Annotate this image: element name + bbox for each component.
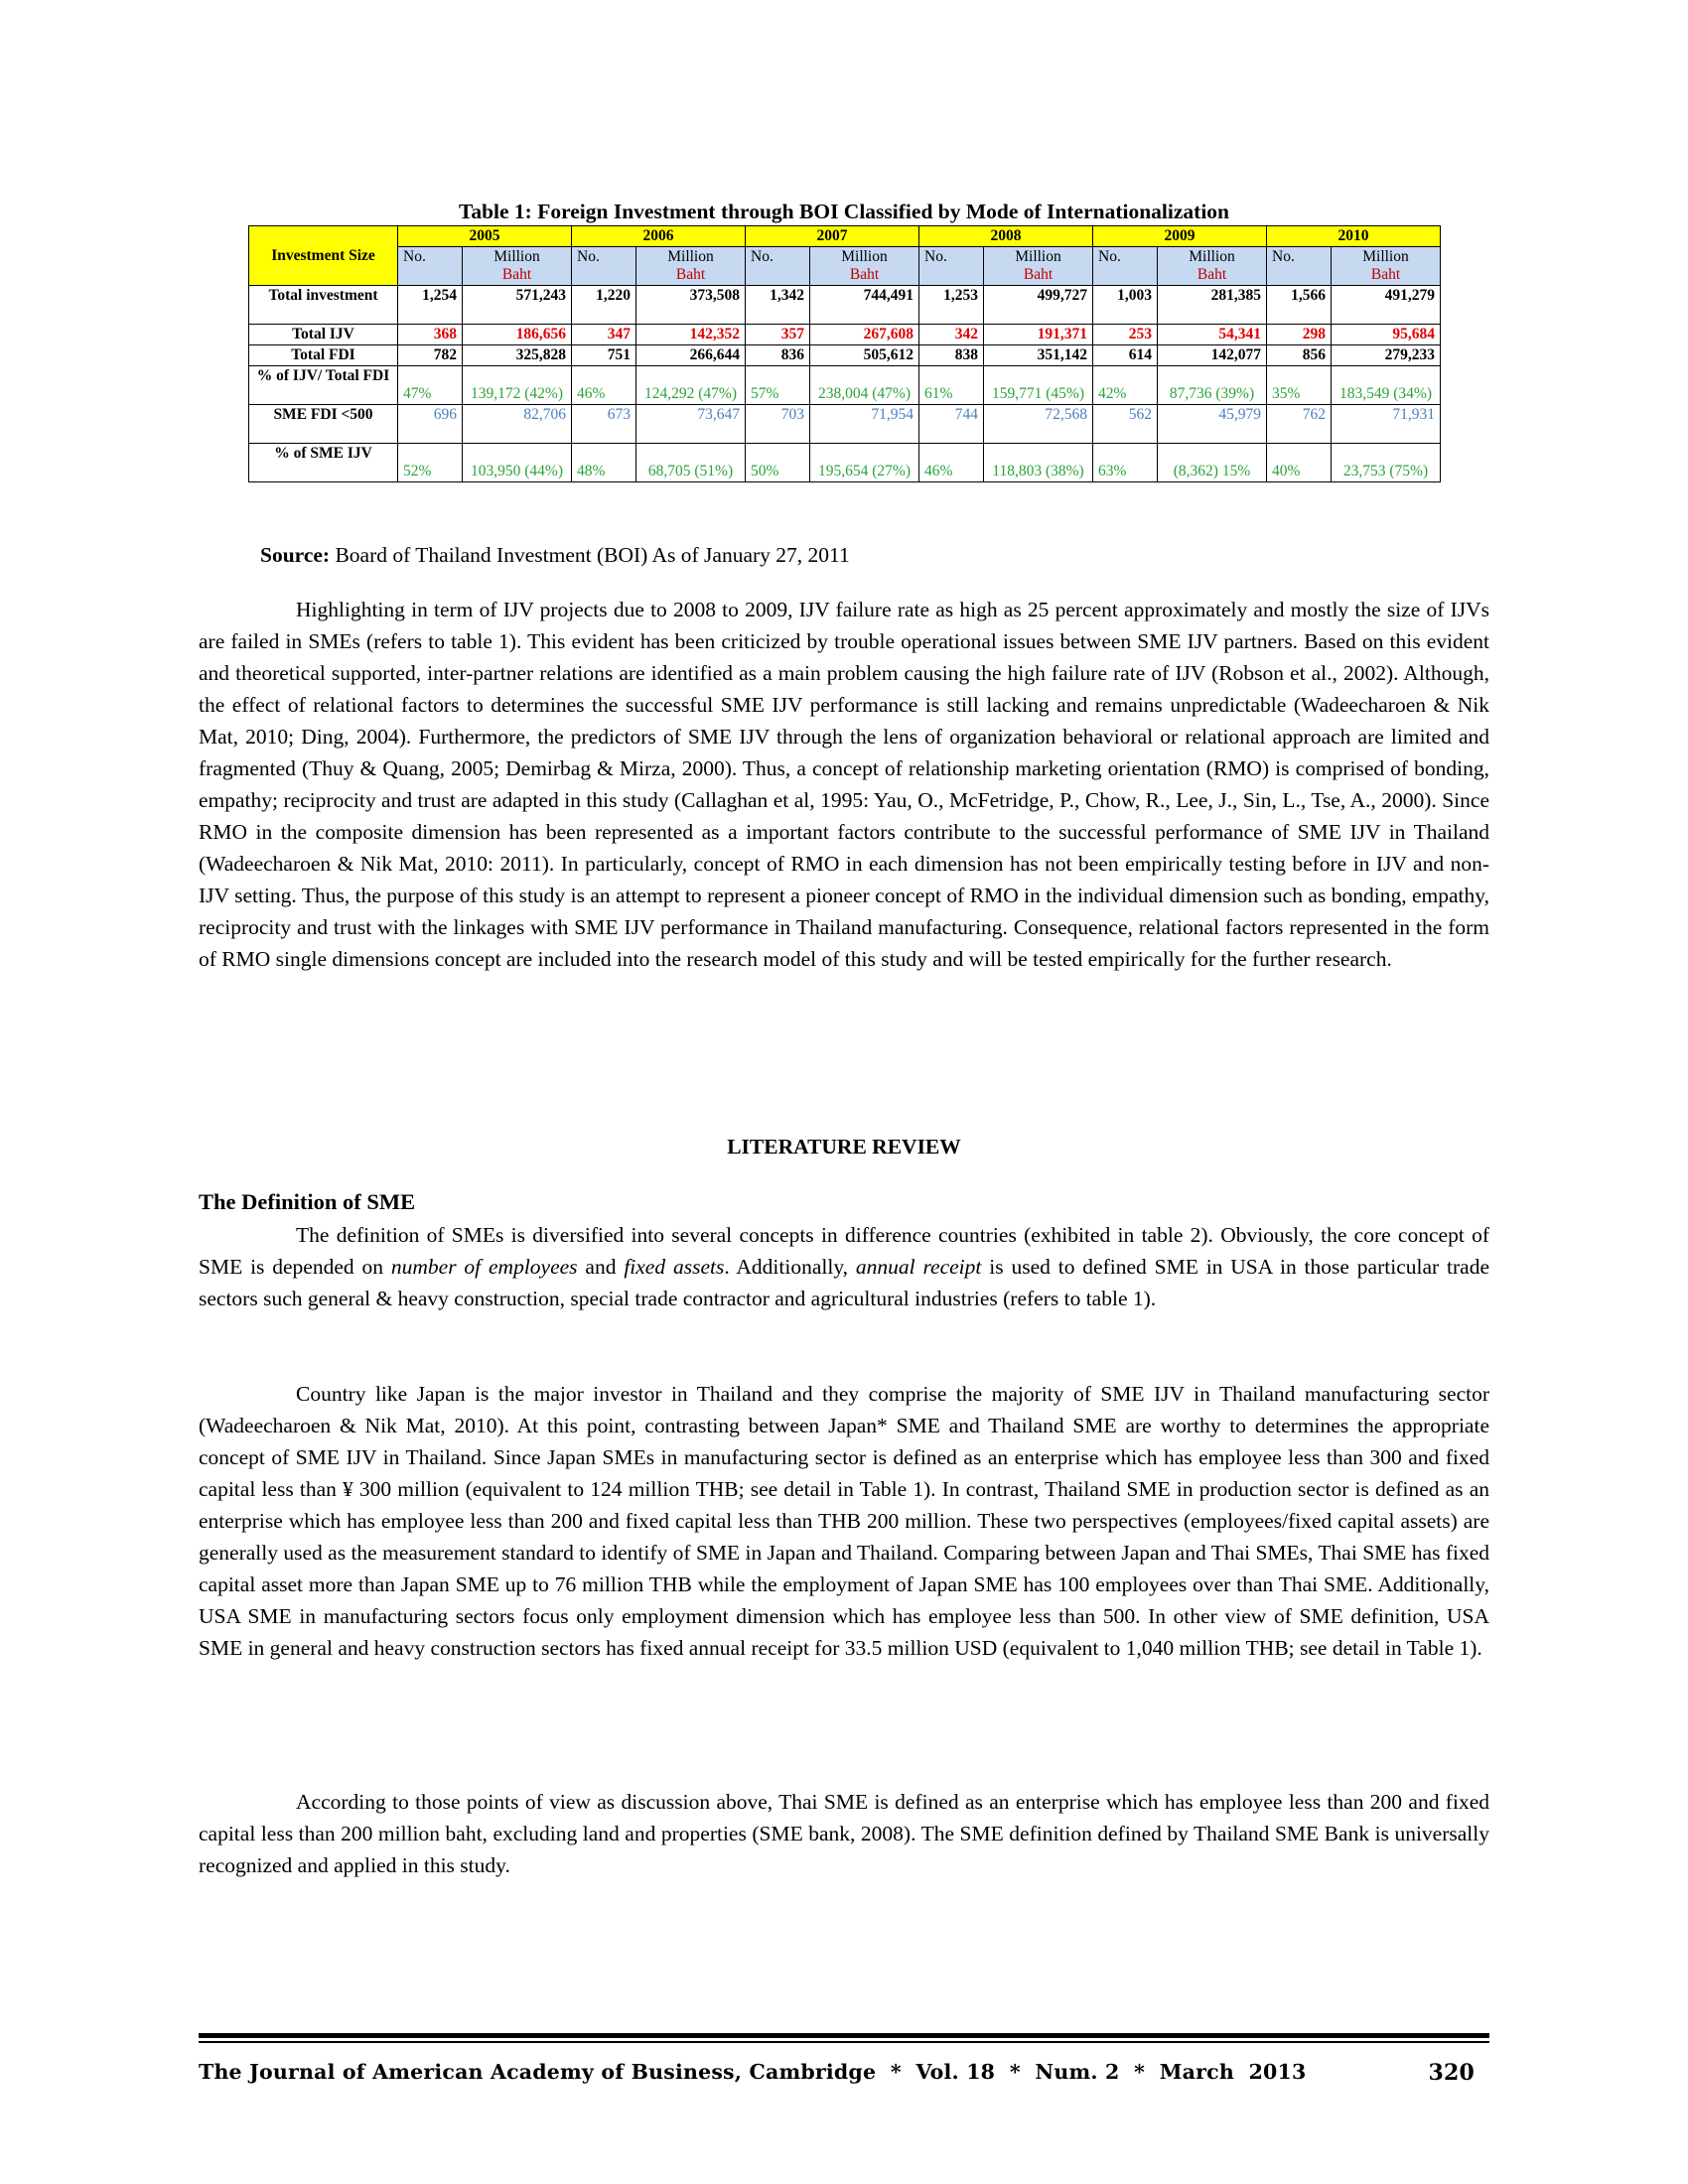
table-cell: 1,254 xyxy=(398,286,463,325)
row-label: Total FDI xyxy=(249,345,398,366)
header-investment-size: Investment Size xyxy=(249,226,398,286)
table-cell: 614 xyxy=(1093,345,1158,366)
table-cell: 267,608 xyxy=(810,325,919,345)
table-header-years xyxy=(249,226,1441,247)
table-cell: 40% xyxy=(1267,444,1332,482)
page-number: 320 xyxy=(1428,2060,1475,2086)
table-cell: 48% xyxy=(572,444,636,482)
table-cell: 95,684 xyxy=(1332,325,1441,345)
table-cell: 50% xyxy=(746,444,810,482)
table-cell: 762 xyxy=(1267,405,1332,444)
table-cell: 281,385 xyxy=(1158,286,1267,325)
table-cell: 266,644 xyxy=(636,345,746,366)
header-million: Million xyxy=(1362,248,1409,265)
table-cell: 744,491 xyxy=(810,286,919,325)
header-year: 2010 xyxy=(1267,226,1441,247)
emphasis-text: number of employees xyxy=(390,1255,578,1279)
row-label: Total investment xyxy=(249,286,398,325)
table-cell: 47% xyxy=(398,366,463,405)
header-baht: Baht xyxy=(1023,266,1054,283)
table-cell: 347 xyxy=(572,325,636,345)
paragraph-sme-definition xyxy=(199,1219,1489,1314)
header-no: No. xyxy=(1093,247,1158,286)
table-cell: 71,931 xyxy=(1332,405,1441,444)
text-run: and xyxy=(577,1255,625,1279)
table-row-total-ijv xyxy=(249,325,1441,345)
header-year: 2005 xyxy=(398,226,572,247)
header-million-baht xyxy=(1332,247,1441,286)
header-year: 2009 xyxy=(1093,226,1267,247)
header-million-baht xyxy=(810,247,919,286)
header-no: No. xyxy=(398,247,463,286)
table-cell: 103,950 (44%) xyxy=(463,444,572,482)
table-cell: 673 xyxy=(572,405,636,444)
table-cell: 373,508 xyxy=(636,286,746,325)
header-million: Million xyxy=(1189,248,1235,265)
journal-citation: The Journal of American Academy of Business, Cambridge * Vol. 18 * Num. 2 * March 2013 xyxy=(199,2060,1307,2084)
table-cell: 279,233 xyxy=(1332,345,1441,366)
header-baht: Baht xyxy=(675,266,706,283)
header-no: No. xyxy=(919,247,984,286)
table-cell: 61% xyxy=(919,366,984,405)
table-cell: 46% xyxy=(572,366,636,405)
table-cell: 63% xyxy=(1093,444,1158,482)
footer-rule xyxy=(199,2033,1489,2038)
text-run: . Additionally, xyxy=(724,1255,856,1279)
table-cell: 351,142 xyxy=(984,345,1093,366)
table-cell: 505,612 xyxy=(810,345,919,366)
table-cell: 1,220 xyxy=(572,286,636,325)
table-cell: 357 xyxy=(746,325,810,345)
table-cell: 183,549 (34%) xyxy=(1332,366,1441,405)
source-text: Board of Thailand Investment (BOI) As of January 27, 2011 xyxy=(335,543,850,567)
header-baht: Baht xyxy=(1370,266,1401,283)
header-million: Million xyxy=(841,248,888,265)
header-million: Million xyxy=(1015,248,1061,265)
running-footer xyxy=(199,2060,1489,2084)
table-cell: 87,736 (39%) xyxy=(1158,366,1267,405)
paragraph-thai-sme-definition: According to those points of view as discussion above, Thai SME is defined as an enterprise which has employee less than 200 and fixed capital less than 200 million baht, excluding land and properties (SME bank, 2008). The SME definition defined by Thailand SME Bank is universally recognized and applied in this study. xyxy=(199,1790,1489,1877)
table-cell: 1,253 xyxy=(919,286,984,325)
table-cell: 191,371 xyxy=(984,325,1093,345)
table-row-ijv-share xyxy=(249,366,1441,405)
paragraph-ijv-highlight: Highlighting in term of IJV projects due to 2008 to 2009, IJV failure rate as high as 25 percent approximately and mostly the size of IJVs are failed in SMEs (refers to table 1). This evident has been criticized by trouble operational issues between SME IJV partners. Based on this evident and theoretical supported, inter-partner relations are identified as a main problem causing the high failure rate of IJV (Robson et al., 2002). Although, the effect of relational factors to determines the successful SME IJV performance is still lacking and remains unpredictable (Wadeecharoen & Nik Mat, 2010; Ding, 2004). Furthermore, the predictors of SME IJV through the lens of organization behavioral or relational approach are limited and fragmented (Thuy & Quang, 2005; Demirbag & Mirza, 2000). Thus, a concept of relationship marketing orientation (RMO) is comprised of bonding, empathy; reciprocity and trust are adapted in this study (Callaghan et al, 1995: Yau, O., McFetridge, P., Chow, R., Lee, J., Sin, L., Tse, A., 2000). Since RMO in the composite dimension has been represented as a important factors contribute to the successful performance of SME IJV in Thailand (Wadeecharoen & Nik Mat, 2010: 2011). In particularly, concept of RMO in each dimension has not been empirically testing before in IJV and non-IJV setting. Thus, the purpose of this study is an attempt to represent a pioneer concept of RMO in the individual dimension such as bonding, empathy, reciprocity and trust with the linkages with SME IJV performance in Thailand manufacturing. Consequence, relational factors represented in the form of RMO single dimensions concept are included into the research model of this study and will be tested empirically for the further research. xyxy=(199,598,1489,971)
header-no: No. xyxy=(1267,247,1332,286)
table-cell: 499,727 xyxy=(984,286,1093,325)
table-row-total-investment xyxy=(249,286,1441,325)
subsection-heading: The Definition of SME xyxy=(199,1189,416,1214)
table-cell: 42% xyxy=(1093,366,1158,405)
table-header-units xyxy=(249,247,1441,286)
text-run: The definition of SMEs is diversified into several concepts in difference countries (exhibited in table 2). Obviously, the core concept of SME is depended on xyxy=(199,1223,1489,1279)
table-cell: 57% xyxy=(746,366,810,405)
table-cell: 68,705 (51%) xyxy=(636,444,746,482)
table-cell: 744 xyxy=(919,405,984,444)
table-cell: 238,004 (47%) xyxy=(810,366,919,405)
table-cell: 82,706 xyxy=(463,405,572,444)
table-cell: 139,172 (42%) xyxy=(463,366,572,405)
section-heading: LITERATURE REVIEW xyxy=(727,1135,961,1159)
table-cell: 23,753 (75%) xyxy=(1332,444,1441,482)
table-cell: 124,292 (47%) xyxy=(636,366,746,405)
table-cell: 562 xyxy=(1093,405,1158,444)
table-cell: 1,566 xyxy=(1267,286,1332,325)
table-cell: (8,362) 15% xyxy=(1158,444,1267,482)
emphasis-text: annual receipt xyxy=(855,1255,982,1279)
paragraph-japan-thailand: Country like Japan is the major investor in Thailand and they comprise the majority of SME IJV in Thailand manufacturing sector (Wadeecharoen & Nik Mat, 2010). At this point, contrasting between Japan* SME and Thailand SME are worthy to determines the appropriate concept of SME IJV in Thailand. Since Japan SMEs in manufacturing sector is defined as an enterprise which has employee less than 300 and fixed capital less than ¥ 300 million (equivalent to 124 million THB; see detail in Table 1). In contrast, Thailand SME in production sector is defined as an enterprise which has employee less than 200 and fixed capital less than THB 200 million. These two perspectives (employees/fixed capital assets) are generally used as the measurement standard to identify of SME in Japan and Thailand. Comparing between Japan and Thai SMEs, Thai SME has fixed capital asset more than Japan SME up to 76 million THB while the employment of Japan SME has 100 employees over than Thai SME. Additionally, USA SME in manufacturing sectors focus only employment dimension which has employee less than 500. In other view of SME definition, USA SME in general and heavy construction sectors has fixed annual receipt for 33.5 million USD (equivalent to 1,040 million THB; see detail in Table 1). xyxy=(199,1382,1489,1660)
boi-investment-table xyxy=(248,225,1441,482)
table-cell: 836 xyxy=(746,345,810,366)
header-million-baht xyxy=(636,247,746,286)
table-cell: 696 xyxy=(398,405,463,444)
emphasis-text: fixed assets xyxy=(624,1255,725,1279)
table-cell: 368 xyxy=(398,325,463,345)
table-row-sme-ijv-share xyxy=(249,444,1441,482)
header-year: 2008 xyxy=(919,226,1093,247)
header-no: No. xyxy=(746,247,810,286)
table-cell: 72,568 xyxy=(984,405,1093,444)
table-cell: 186,656 xyxy=(463,325,572,345)
header-no: No. xyxy=(572,247,636,286)
table-cell: 142,352 xyxy=(636,325,746,345)
row-label: % of IJV/ Total FDI xyxy=(249,366,398,405)
table-cell: 1,003 xyxy=(1093,286,1158,325)
header-million: Million xyxy=(493,248,540,265)
table-cell: 195,654 (27%) xyxy=(810,444,919,482)
table-cell: 1,342 xyxy=(746,286,810,325)
footer-rule-thin xyxy=(199,2041,1489,2043)
source-label: Source: xyxy=(260,543,331,567)
table-cell: 571,243 xyxy=(463,286,572,325)
text-run: is used to defined SME in USA in those particular trade sectors such general & heavy construction, special trade contractor and agricultural industries (refers to table 1). xyxy=(199,1255,1489,1310)
table-cell: 782 xyxy=(398,345,463,366)
table-cell: 71,954 xyxy=(810,405,919,444)
table-cell: 253 xyxy=(1093,325,1158,345)
table-cell: 838 xyxy=(919,345,984,366)
table-cell: 751 xyxy=(572,345,636,366)
header-baht: Baht xyxy=(849,266,880,283)
table-cell: 491,279 xyxy=(1332,286,1441,325)
table-cell: 52% xyxy=(398,444,463,482)
table-title: Table 1: Foreign Investment through BOI Classified by Mode of Internationalization xyxy=(458,200,1230,223)
table-cell: 325,828 xyxy=(463,345,572,366)
table-cell: 54,341 xyxy=(1158,325,1267,345)
table-cell: 118,803 (38%) xyxy=(984,444,1093,482)
header-baht: Baht xyxy=(501,266,532,283)
header-million: Million xyxy=(667,248,714,265)
table-source xyxy=(260,542,850,568)
table-cell: 298 xyxy=(1267,325,1332,345)
header-baht: Baht xyxy=(1196,266,1227,283)
header-year: 2007 xyxy=(746,226,919,247)
table-cell: 35% xyxy=(1267,366,1332,405)
table-cell: 73,647 xyxy=(636,405,746,444)
header-million-baht xyxy=(1158,247,1267,286)
header-million-baht xyxy=(463,247,572,286)
table-row-total-fdi xyxy=(249,345,1441,366)
table-cell: 142,077 xyxy=(1158,345,1267,366)
row-label: Total IJV xyxy=(249,325,398,345)
row-label: SME FDI <500 xyxy=(249,405,398,444)
row-label: % of SME IJV xyxy=(249,444,398,482)
header-million-baht xyxy=(984,247,1093,286)
table-cell: 856 xyxy=(1267,345,1332,366)
table-cell: 46% xyxy=(919,444,984,482)
table-cell: 342 xyxy=(919,325,984,345)
table-row-sme-fdi xyxy=(249,405,1441,444)
table-cell: 45,979 xyxy=(1158,405,1267,444)
table-cell: 159,771 (45%) xyxy=(984,366,1093,405)
header-year: 2006 xyxy=(572,226,746,247)
table-cell: 703 xyxy=(746,405,810,444)
